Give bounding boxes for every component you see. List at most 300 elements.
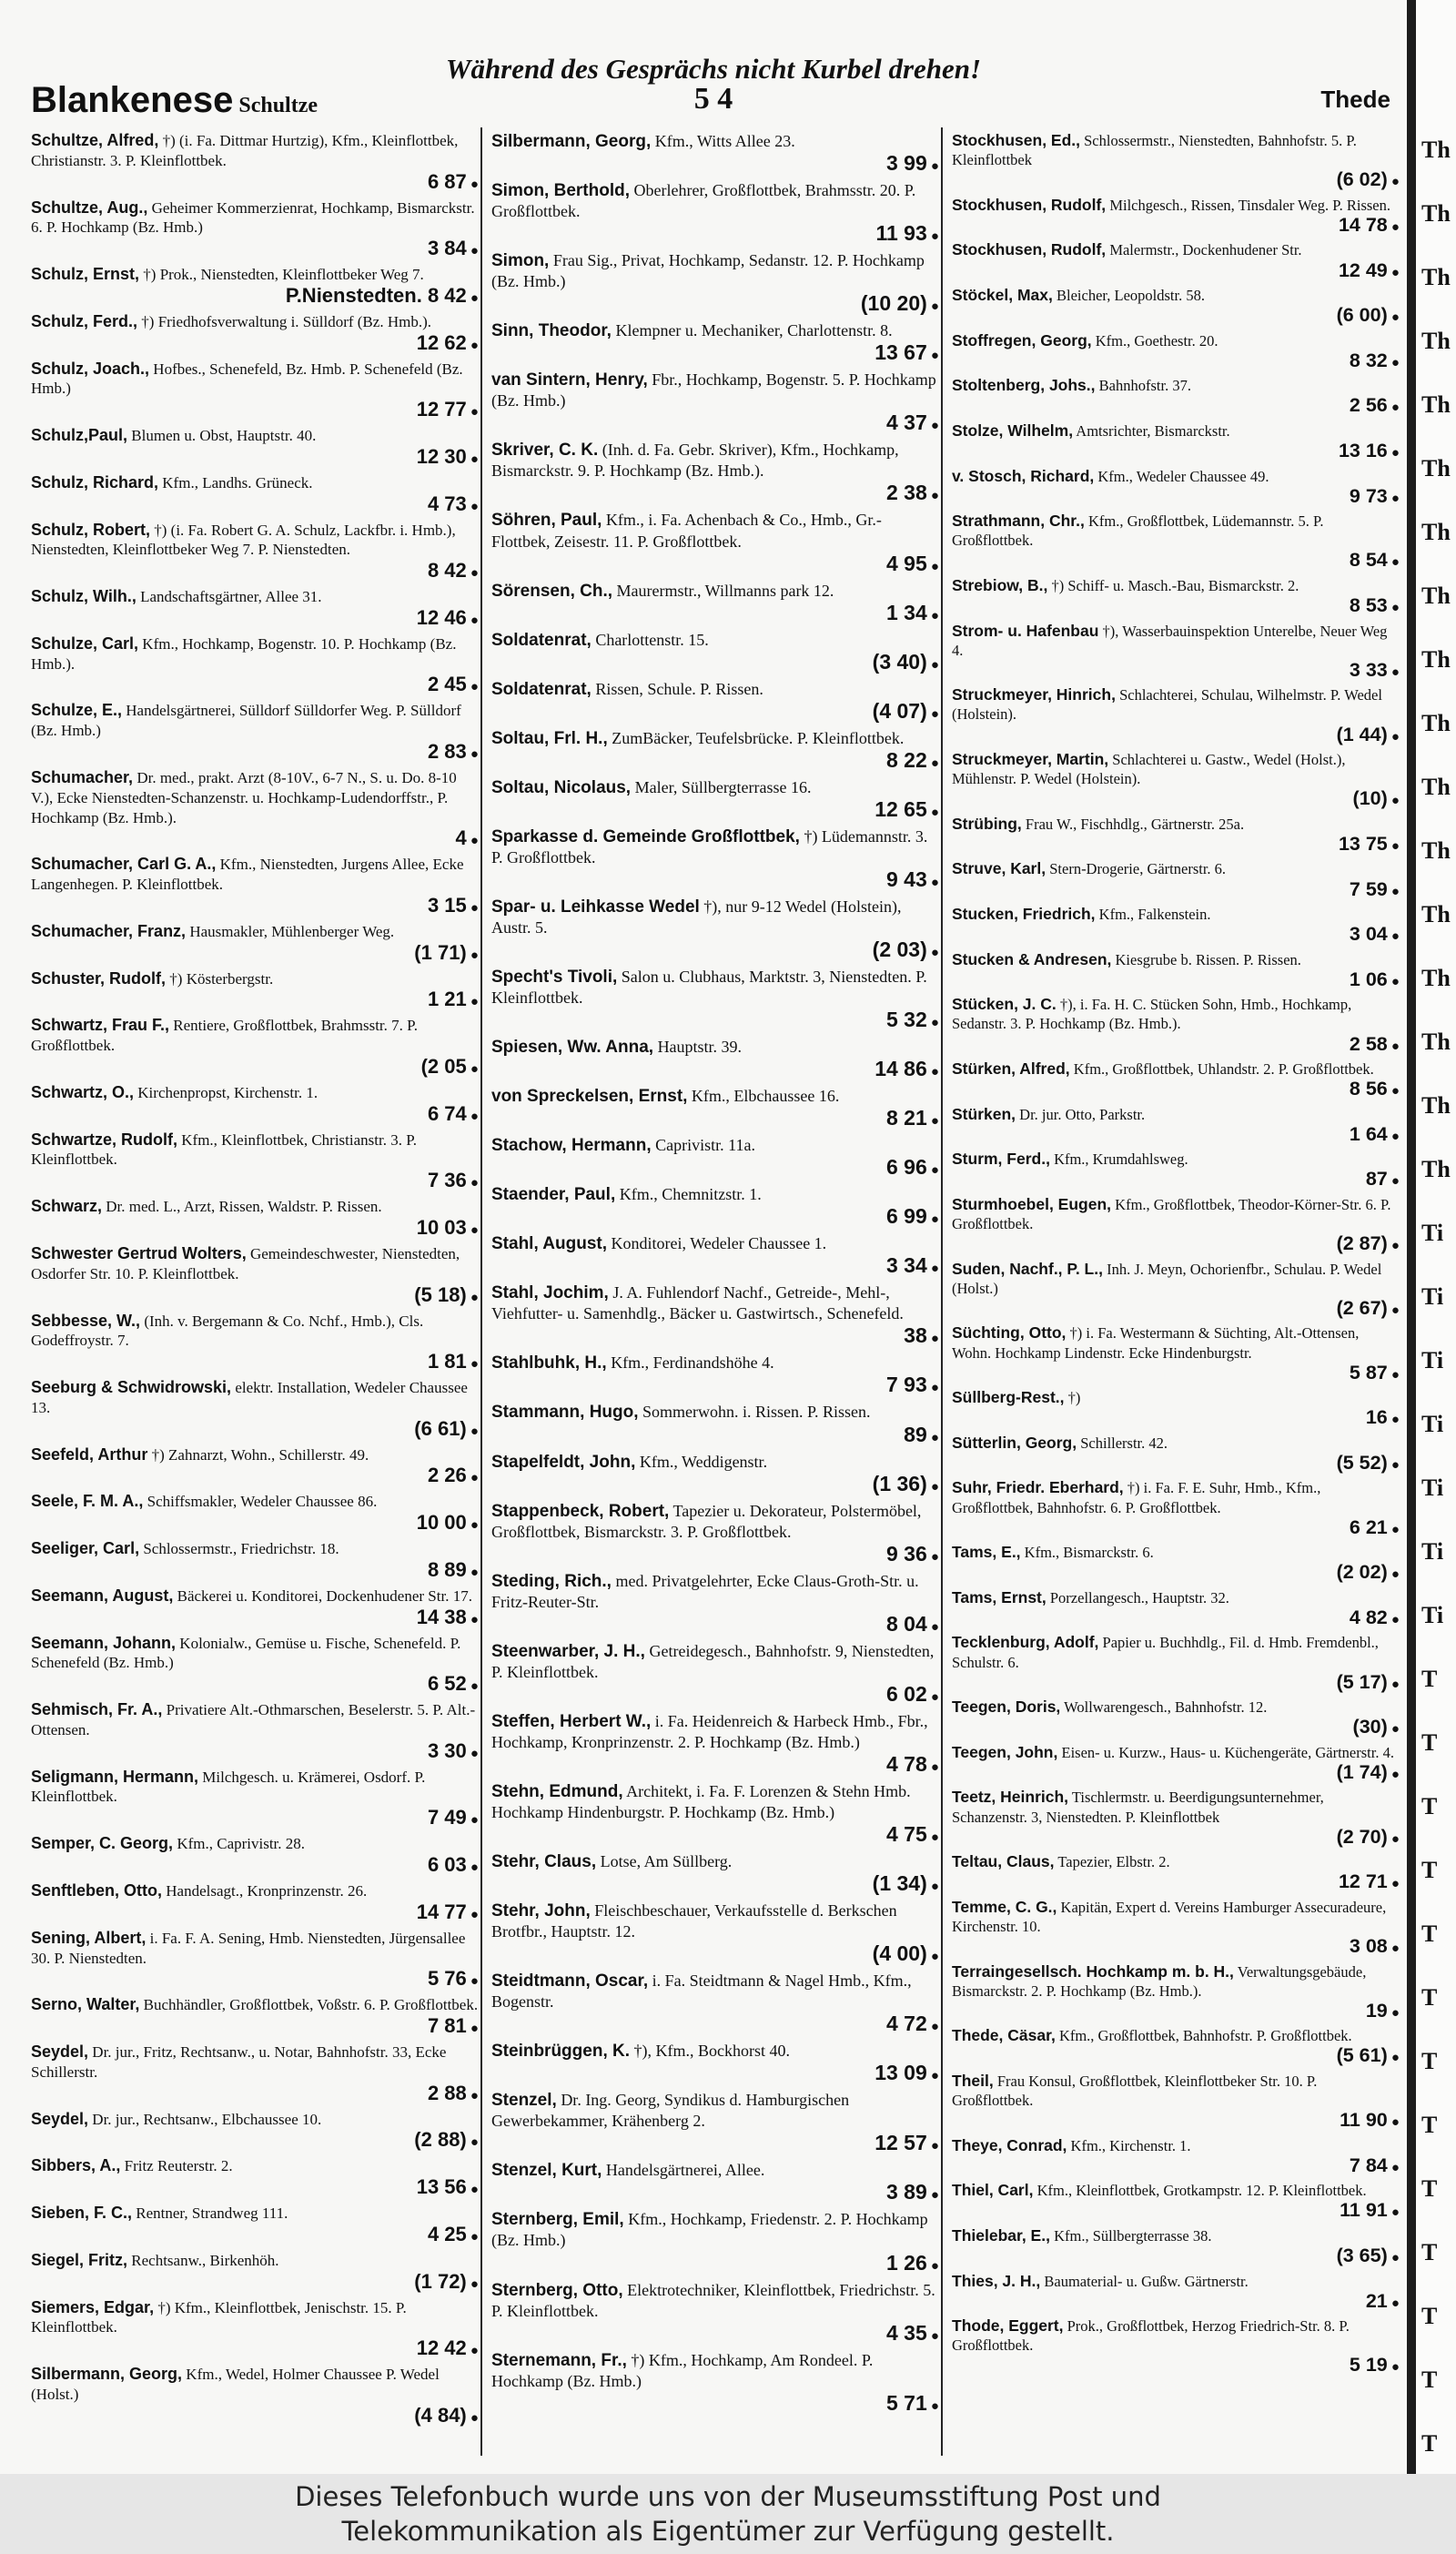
phone-number: 3 15 ●	[31, 895, 479, 919]
directory-entry	[491, 1571, 939, 1638]
phone-number: 1 64 ●	[952, 1124, 1400, 1148]
phone-number: 3 34 ●	[491, 1254, 939, 1280]
entry-name: Schwartze, Rudolf,	[31, 1130, 178, 1149]
phone-number: 5 71 ●	[491, 2392, 939, 2417]
entry-details: Caprivistr. 11a.	[655, 1136, 755, 1155]
entry-name: Schultze, Alfred,	[31, 131, 159, 149]
phone-number: 11 93 ●	[491, 222, 939, 248]
phone-number: 16 ●	[952, 1407, 1400, 1431]
phone-number: 3 04 ●	[952, 924, 1400, 948]
phone-number: 7 49 ●	[31, 1807, 479, 1831]
entry-details: Gemeindeschwester, Nienstedten, Osdorfer Str. 10. P. Kleinflottbek.	[31, 1244, 460, 1282]
directory-entry	[952, 685, 1400, 747]
directory-entry	[952, 859, 1400, 902]
entry-details: Baumaterial- u. Gußw. Gärtnerstr.	[1044, 2272, 1249, 2290]
directory-entry	[952, 1434, 1400, 1476]
directory-entry	[491, 1086, 939, 1132]
phone-number: 11 91 ●	[952, 2200, 1400, 2224]
entry-name: Schulz, Richard,	[31, 472, 159, 492]
neighbor-page-letter: Th	[1421, 137, 1451, 163]
entry-details: Klempner u. Mechaniker, Charlottenstr. 8.	[615, 321, 893, 340]
phone-number: (2 87) ●	[952, 1233, 1400, 1257]
phone-number: (2 88) ●	[31, 2129, 479, 2154]
entry-details: Kiesgrube b. Rissen. P. Rissen.	[1115, 950, 1301, 968]
phone-number: (3 65) ●	[952, 2245, 1400, 2269]
entry-details: †), i. Fa. H. C. Stücken Sohn, Hmb., Hochkamp, Sedanstr. 3. P. Hochkamp (Bz. Hmb.).	[952, 996, 1352, 1033]
entry-name: Steinbrüggen, K.	[491, 2042, 630, 2062]
phone-number: 4 35 ●	[491, 2322, 939, 2347]
directory-entry	[952, 1743, 1400, 1786]
entry-details: Elektrotechniker, Kleinflottbek, Friedrichstr. 5. P. Kleinflottbek.	[491, 2280, 935, 2320]
entry-name: Thiel, Carl,	[952, 2181, 1034, 2200]
entry-name: Seeburg & Schwidrowski,	[31, 1378, 232, 1397]
phone-number: 4 37 ●	[491, 411, 939, 437]
entry-name: Stapelfeldt, John,	[491, 1452, 636, 1472]
directory-entry	[31, 2204, 479, 2248]
entry-details: Handelsgärtnerei, Allee.	[605, 2161, 765, 2180]
entry-name: Stahl, Jochim,	[491, 1283, 609, 1303]
phone-number: 8 89 ●	[31, 1559, 479, 1584]
entry-details: Kfm., Kleinflottbek, Christianstr. 3. P. Kleinflottbek.	[31, 1130, 418, 1169]
phone-number: 13 16 ●	[952, 441, 1400, 464]
phone-number: 12 65 ●	[491, 798, 939, 824]
entry-details: Schiffsmakler, Wedeler Chaussee 86.	[147, 1493, 378, 1511]
phone-number: 2 56 ●	[952, 395, 1400, 419]
entry-name: Steenwarber, J. H.,	[491, 1641, 645, 1661]
entry-name: Sternberg, Emil,	[491, 2210, 624, 2230]
phone-number: 12 62 ●	[31, 332, 479, 357]
phone-number: (5 52) ●	[952, 1453, 1400, 1476]
entry-name: Schwartz, O.,	[31, 1082, 135, 1101]
entry-name: Serno, Walter,	[31, 1995, 140, 2014]
phone-number: 1 06 ●	[952, 969, 1400, 993]
entry-name: Strom- u. Hafenbau	[952, 621, 1099, 640]
entry-name: Stachow, Hermann,	[491, 1136, 652, 1156]
phone-number: 8 22 ●	[491, 749, 939, 775]
entry-name: Skriver, C. K.	[491, 441, 599, 461]
directory-entry	[31, 1586, 479, 1631]
phone-number: 6 87 ●	[31, 171, 479, 196]
directory-entry	[952, 750, 1400, 812]
entry-name: Simon, Berthold,	[491, 181, 630, 201]
entry-name: Sibbers, A.,	[31, 2156, 121, 2175]
phone-number: 8 04 ●	[491, 1613, 939, 1638]
directory-entry	[952, 1698, 1400, 1740]
entry-details: J. A. Fuhlendorf Nachf., Getreide-, Mehl-, Viehfutter- u. Samenhdlg., Bäcker u. Gastwirtsch., Schenefeld.	[491, 1283, 904, 1323]
entry-name: von Spreckelsen, Ernst,	[491, 1087, 688, 1107]
entry-name: Schumacher, Franz,	[31, 921, 187, 940]
neighbor-page-letter: Th	[1421, 264, 1451, 290]
entry-details: †), Wasserbauinspektion Unterelbe, Neuer Weg 4.	[952, 622, 1388, 659]
entry-details: Kfm., Goethestr. 20.	[1095, 331, 1218, 350]
directory-entry	[491, 250, 939, 318]
phone-number: 4 75 ●	[491, 1823, 939, 1849]
phone-number: (5 61) ●	[952, 2045, 1400, 2069]
column-divider	[480, 127, 482, 2456]
entry-details: Kfm., i. Fa. Achenbach & Co., Hmb., Gr.-Flottbek, Zeisestr. 11. P. Großflottbek.	[491, 511, 882, 551]
phone-number: (30) ●	[952, 1717, 1400, 1740]
directory-entry	[952, 905, 1400, 948]
directory-entry	[952, 2316, 1400, 2378]
directory-entry	[31, 1881, 479, 1926]
entry-name: Stücken, J. C.	[952, 995, 1057, 1014]
entry-name: Staender, Paul,	[491, 1185, 616, 1205]
directory-entry	[491, 1781, 939, 1849]
entry-details: Sommerwohn. i. Rissen. P. Rissen.	[642, 1403, 871, 1422]
entry-name: Stockhusen, Ed.,	[952, 131, 1080, 149]
directory-column-3	[952, 131, 1400, 2381]
directory-entry	[952, 1788, 1400, 1850]
directory-entry	[952, 1195, 1400, 1257]
entry-details: Landschaftsgärtner, Allee 31.	[140, 588, 322, 606]
entry-details: Kfm., Witts Allee 23.	[654, 132, 795, 150]
directory-entry	[491, 897, 939, 964]
directory-entry	[31, 2110, 479, 2154]
entry-details: Kfm., Bismarckstr. 6.	[1024, 1544, 1154, 1562]
phone-number: (5 17) ●	[952, 1672, 1400, 1696]
entry-details: Schlossermstr., Nienstedten, Bahnhofstr. 5. P. Kleinflottbek	[952, 132, 1357, 169]
phone-number: 12 71 ●	[952, 1871, 1400, 1895]
header-first-entry: Schultze	[238, 94, 318, 117]
entry-details: Kfm., Caprivistr. 28.	[177, 1835, 306, 1853]
phone-number: 4 95 ●	[491, 552, 939, 578]
neighbor-page-letter: Th	[1421, 455, 1451, 481]
entry-name: Semper, C. Georg,	[31, 1834, 174, 1853]
entry-details: Tapezier u. Dekorateur, Polstermöbel, Großflottbek, Bismarckstr. 3. P. Großflottbek.	[491, 1501, 922, 1541]
entry-name: Sternberg, Otto,	[491, 2280, 623, 2300]
directory-entry	[31, 1634, 479, 1698]
directory-entry	[952, 1962, 1400, 2024]
entry-details: Kfm., Landhs. Grüneck.	[162, 473, 313, 492]
directory-entry	[31, 1492, 479, 1536]
directory-entry	[31, 969, 479, 1014]
directory-entry	[31, 1768, 479, 1832]
phone-number: 38 ●	[491, 1324, 939, 1350]
directory-entry	[952, 950, 1400, 993]
entry-details: Kfm., Ferdinandshöhe 4.	[611, 1353, 774, 1373]
entry-details: Salon u. Clubhaus, Marktstr. 3, Nienstedten. P. Kleinflottbek.	[491, 967, 927, 1008]
entry-details: Dr. jur. Otto, Parkstr.	[1019, 1105, 1146, 1123]
entry-name: Theye, Conrad,	[952, 2135, 1067, 2154]
directory-entry	[31, 1378, 479, 1443]
phone-number: 12 57 ●	[491, 2132, 939, 2157]
entry-details: Kfm., Großflottbek, Bahnhofstr. P. Großflottbek.	[1058, 2027, 1352, 2045]
entry-details: Kfm., Weddigenstr.	[639, 1452, 768, 1471]
neighbor-page-letter: T	[1421, 2239, 1438, 2265]
phone-number: 2 58 ●	[952, 1034, 1400, 1058]
entry-name: Sening, Albert,	[31, 1928, 147, 1947]
entry-details: Hauptstr. 39.	[657, 1038, 743, 1057]
entry-details: Milchgesch. u. Krämerei, Osdorf. P. Kleinflottbek.	[31, 1768, 426, 1806]
neighbor-page-letter: T	[1421, 1921, 1438, 1947]
entry-details: Bäckerei u. Konditorei, Dockenhudener Str. 17.	[177, 1586, 472, 1605]
entry-name: Teetz, Heinrich,	[952, 1788, 1069, 1807]
header-place-name: Blankenese	[31, 80, 234, 120]
directory-entry	[952, 240, 1400, 283]
directory-entry	[491, 1971, 939, 2038]
entry-details: Kfm., Falkenstein.	[1098, 906, 1211, 923]
phone-number: 87 ●	[952, 1169, 1400, 1192]
entry-name: Stoltenberg, Johs.,	[952, 376, 1096, 395]
phone-number: 11 90 ●	[952, 2110, 1400, 2133]
entry-details: ZumBäcker, Teufelsbrücke. P. Kleinflottbek.	[612, 728, 905, 747]
phone-number: 19 ●	[952, 2001, 1400, 2024]
entry-details: †) Kösterbergstr.	[169, 969, 274, 988]
directory-entry	[491, 370, 939, 437]
directory-entry	[31, 922, 479, 967]
entry-details: Rissen, Schule. P. Rissen.	[595, 679, 763, 698]
entry-name: Schulz, Ernst,	[31, 265, 140, 284]
entry-details: Eisen- u. Kurzw., Haus- u. Küchengeräte, Gärtnerstr. 4.	[1061, 1743, 1394, 1761]
phone-number: 13 75 ●	[952, 834, 1400, 857]
neighbor-page-letter: Ti	[1421, 1411, 1444, 1437]
directory-entry	[952, 1323, 1400, 1385]
neighbor-page-letter: Th	[1421, 646, 1451, 673]
directory-entry	[952, 995, 1400, 1057]
entry-name: Seydel,	[31, 2109, 89, 2128]
neighbor-page-letter: T	[1421, 2303, 1438, 2329]
entry-name: Seefeld, Arthur	[31, 1444, 148, 1464]
page-header	[31, 47, 1400, 129]
phone-number: 2 83 ●	[31, 741, 479, 765]
entry-name: Suden, Nachf., P. L.,	[952, 1259, 1103, 1278]
entry-name: Stöckel, Max,	[952, 286, 1053, 304]
phone-number: (6 00) ●	[952, 305, 1400, 329]
directory-entry	[31, 2365, 479, 2429]
neighbor-page-letter: Th	[1421, 1092, 1451, 1119]
entry-details: †) (i. Fa. Dittmar Hurtzig), Kfm., Kleinflottbek, Christianstr. 3. P. Kleinflottbek.	[31, 132, 459, 169]
entry-details: Rentiere, Großflottbek, Brahmsstr. 7. P. Großflottbek.	[31, 1017, 418, 1055]
neighbor-page-letter: Th	[1421, 583, 1451, 609]
phone-number: 10 03 ●	[31, 1217, 479, 1242]
phone-number: 5 76 ●	[31, 1968, 479, 1992]
directory-entry	[491, 2160, 939, 2206]
directory-entry	[952, 131, 1400, 193]
entry-details: Architekt, i. Fa. F. Lorenzen & Stehn Hmb. Hochkamp Hindenburgstr. P. Hochkamp (Bz. Hmb.)	[491, 1781, 911, 1821]
phone-number: 3 33 ●	[952, 660, 1400, 684]
entry-details: †)	[1067, 1389, 1081, 1407]
directory-entry	[31, 312, 479, 357]
header-place	[31, 80, 318, 121]
entry-name: Stappenbeck, Robert,	[491, 1501, 670, 1521]
phone-number: 6 21 ●	[952, 1517, 1400, 1541]
entry-name: Suhr, Friedr. Eberhard,	[952, 1478, 1124, 1497]
entry-name: Struckmeyer, Hinrich,	[952, 685, 1116, 704]
directory-entry	[952, 467, 1400, 510]
directory-entry	[31, 2156, 479, 2201]
entry-name: Stucken & Andresen,	[952, 949, 1112, 968]
entry-name: Schulze, E.,	[31, 701, 123, 720]
entry-name: Struve, Karl,	[952, 859, 1046, 878]
entry-details: Fbr., Hochkamp, Bogenstr. 5. P. Hochkamp (Bz. Hmb.)	[491, 370, 936, 410]
entry-details: Privatiere Alt.-Othmarschen, Beselerstr. 5. P. Alt.-Ottensen.	[31, 1701, 476, 1738]
phone-number: (6 02) ●	[952, 169, 1400, 193]
phone-number: 5 19 ●	[952, 2355, 1400, 2378]
phone-number: (6 61) ●	[31, 1418, 479, 1443]
entry-name: Stockhusen, Rudolf,	[952, 195, 1107, 214]
entry-name: Stahl, August,	[491, 1234, 608, 1254]
phone-number: 9 36 ●	[491, 1543, 939, 1568]
directory-entry	[31, 1244, 479, 1309]
entry-details: †) Zahnarzt, Wohn., Schillerstr. 49.	[151, 1445, 369, 1464]
entry-details: Malermstr., Dockenhudener Str.	[1109, 241, 1302, 259]
entry-details: Oberlehrer, Großflottbek, Brahmsstr. 20. P. Großflottbek.	[491, 181, 916, 221]
entry-details: Schlachterei, Schulau, Wilhelmstr. P. Wedel (Holstein).	[952, 686, 1382, 724]
phone-number: 12 46 ●	[31, 607, 479, 632]
entry-details: Frau Konsul, Großflottbek, Kleinflottbeker Str. 10. P. Großflottbek.	[952, 2072, 1318, 2109]
directory-entry	[952, 1105, 1400, 1148]
directory-entry	[31, 426, 479, 471]
entry-details: Dr. Ing. Georg, Syndikus d. Hamburgischen Gewerbekammer, Krähenberg 2.	[491, 2091, 850, 2131]
entry-details: Maurermstr., Willmanns park 12.	[616, 581, 834, 600]
directory-entry	[491, 1135, 939, 1181]
entry-name: Schulz, Joach.,	[31, 359, 150, 378]
entry-details: i. Fa. F. A. Sening, Hmb. Nienstedten, Jürgensallee 30. P. Nienstedten.	[31, 1929, 466, 1967]
header-notice: Während des Gesprächs nicht Kurbel drehen!	[445, 53, 982, 85]
directory-entry	[952, 1150, 1400, 1192]
phone-number: 4 ●	[31, 827, 479, 852]
entry-details: Handelsagt., Kronprinzenstr. 26.	[166, 1881, 368, 1900]
directory-entry	[491, 1184, 939, 1231]
phone-number: 7 84 ●	[952, 2155, 1400, 2179]
entry-name: Terraingesellsch. Hochkamp m. b. H.,	[952, 1961, 1234, 1981]
entry-details: †) Lüdemannstr. 3. P. Großflottbek.	[491, 826, 928, 867]
entry-details: elektr. Installation, Wedeler Chaussee 13.	[31, 1379, 468, 1416]
directory-entry	[31, 701, 479, 765]
phone-number: P.Nienstedten. 8 42 ●	[31, 285, 479, 309]
entry-name: Söhren, Paul,	[491, 511, 602, 531]
entry-name: Strathmann, Chr.,	[952, 512, 1085, 531]
phone-number: 2 38 ●	[491, 481, 939, 507]
entry-name: Strübing,	[952, 814, 1022, 833]
phone-number: (10) ●	[952, 788, 1400, 812]
entry-name: Steidtmann, Oscar,	[491, 1971, 649, 1992]
entry-name: Thede, Cäsar,	[952, 2026, 1056, 2045]
directory-entry	[31, 1539, 479, 1584]
entry-name: Schulz, Wilh.,	[31, 587, 136, 606]
phone-number: 4 72 ●	[491, 2012, 939, 2038]
directory-entry	[31, 521, 479, 585]
entry-details: Blumen u. Obst, Hauptstr. 40.	[131, 427, 317, 445]
directory-entry	[491, 581, 939, 627]
phone-number: (4 00) ●	[491, 1942, 939, 1968]
directory-entry	[31, 768, 479, 852]
phone-number: 12 30 ●	[31, 446, 479, 471]
phone-number: 12 42 ●	[31, 2337, 479, 2362]
neighbor-page-letter: T	[1421, 1729, 1438, 1756]
directory-entry	[491, 1353, 939, 1399]
entry-name: Sehmisch, Fr. A.,	[31, 1700, 163, 1719]
entry-name: Seemann, August,	[31, 1586, 174, 1605]
directory-column-2	[491, 131, 939, 2420]
phone-number: 3 08 ●	[952, 1936, 1400, 1960]
entry-name: Stehr, John,	[491, 1901, 591, 1921]
directory-entry	[491, 2280, 939, 2347]
neighbor-page-letter: Th	[1421, 901, 1451, 927]
directory-entry	[491, 1282, 939, 1350]
entry-name: Tams, Ernst,	[952, 1587, 1046, 1606]
phone-number: (10 20) ●	[491, 292, 939, 318]
entry-details: Dr. jur., Rechtsanw., Elbchaussee 10.	[92, 2110, 322, 2128]
entry-details: Verwaltungsgebäude, Bismarckstr. 2. P. Hochkamp (Bz. Hmb.).	[952, 1962, 1367, 2000]
directory-entry	[491, 728, 939, 775]
entry-name: Spiesen, Ww. Anna,	[491, 1038, 654, 1058]
entry-name: Stahlbuhk, H.,	[491, 1353, 607, 1373]
phone-number: 6 96 ●	[491, 1156, 939, 1181]
entry-details: Stern-Drogerie, Gärtnerstr. 6.	[1049, 860, 1227, 878]
entry-name: Stenzel,	[491, 2091, 557, 2111]
entry-name: Stenzel, Kurt,	[491, 2161, 602, 2181]
phone-number: (2 03) ●	[491, 938, 939, 964]
entry-name: Steffen, Herbert W.,	[491, 1711, 652, 1731]
entry-details: Maler, Süllbergterrasse 16.	[634, 777, 812, 796]
neighbor-page-letter: Th	[1421, 837, 1451, 864]
phone-number: 4 25 ●	[31, 2224, 479, 2248]
directory-entry	[31, 1083, 479, 1128]
entry-name: Schultze, Aug.,	[31, 198, 148, 217]
directory-entry	[952, 376, 1400, 419]
entry-details: Kolonialw., Gemüse u. Fische, Schenefeld. P. Schenefeld (Bz. Hmb.)	[31, 1634, 461, 1672]
entry-details: (Inh. v. Bergemann & Co. Nchf., Hmb.), Cls. Godeffroystr. 7.	[31, 1312, 424, 1350]
entry-details: i. Fa. Steidtmann & Nagel Hmb., Kfm., Bogenstr.	[491, 1971, 912, 2012]
neighbor-page-letter: T	[1421, 2175, 1438, 2202]
directory-entry	[31, 1130, 479, 1195]
entry-name: Sinn, Theodor,	[491, 321, 612, 341]
entry-details: Wollwarengesch., Bahnhofstr. 12.	[1064, 1698, 1268, 1717]
neighbor-page-letter: Ti	[1421, 1220, 1444, 1246]
phone-number: 4 73 ●	[31, 493, 479, 518]
phone-number: 1 26 ●	[491, 2252, 939, 2277]
phone-number: 1 81 ●	[31, 1351, 479, 1375]
entry-details: Getreidegesch., Bahnhofstr. 9, Nienstedten, P. Kleinflottbek.	[491, 1641, 935, 1681]
entry-name: Soltau, Nicolaus,	[491, 777, 632, 797]
entry-name: Schwartz, Frau F.,	[31, 1016, 170, 1035]
entry-details: Kfm., Großflottbek, Lüdemannstr. 5. P. Großflottbek.	[952, 512, 1324, 550]
phone-number: 7 81 ●	[31, 2015, 479, 2040]
directory-entry	[491, 1900, 939, 1968]
directory-entry	[952, 1388, 1400, 1431]
entry-name: Sturmhoebel, Eugen,	[952, 1194, 1112, 1213]
entry-details: Milchgesch., Rissen, Tinsdaler Weg. P. Rissen.	[1109, 196, 1390, 214]
entry-details: Handelsgärtnerei, Sülldorf Sülldorfer Weg. P. Sülldorf (Bz. Hmb.)	[31, 702, 461, 740]
directory-entry	[31, 855, 479, 919]
entry-name: Siegel, Fritz,	[31, 2250, 128, 2269]
neighbor-page-letter: T	[1421, 1793, 1438, 1819]
neighbor-page-letter: Ti	[1421, 1347, 1444, 1373]
directory-entry	[31, 1016, 479, 1080]
entry-name: Seydel,	[31, 2042, 89, 2062]
entry-details: Kirchenpropst, Kirchenstr. 1.	[137, 1083, 318, 1101]
entry-details: Kfm., Wedeler Chaussee 49.	[1097, 467, 1269, 485]
neighbor-page-letter: T	[1421, 1666, 1438, 1692]
phone-number: 2 26 ●	[31, 1464, 479, 1489]
neighbor-page-letter: Th	[1421, 1156, 1451, 1182]
entry-name: Schwarz,	[31, 1197, 103, 1216]
entry-name: Simon,	[491, 251, 550, 271]
phone-number: 21 ●	[952, 2291, 1400, 2315]
entry-name: Siemers, Edgar,	[31, 2297, 155, 2316]
entry-name: Tams, E.,	[952, 1543, 1021, 1562]
phone-number: 2 45 ●	[31, 674, 479, 698]
entry-name: Schulz,Paul,	[31, 426, 128, 445]
entry-name: Süllberg-Rest.,	[952, 1388, 1065, 1407]
directory-entry	[952, 1478, 1400, 1540]
neighbor-page-letter: Ti	[1421, 1475, 1444, 1501]
entry-name: Thielebar, E.,	[952, 2225, 1050, 2245]
directory-entry	[952, 1852, 1400, 1895]
phone-number: 6 99 ●	[491, 1205, 939, 1231]
phone-number: (2 67) ●	[952, 1298, 1400, 1322]
